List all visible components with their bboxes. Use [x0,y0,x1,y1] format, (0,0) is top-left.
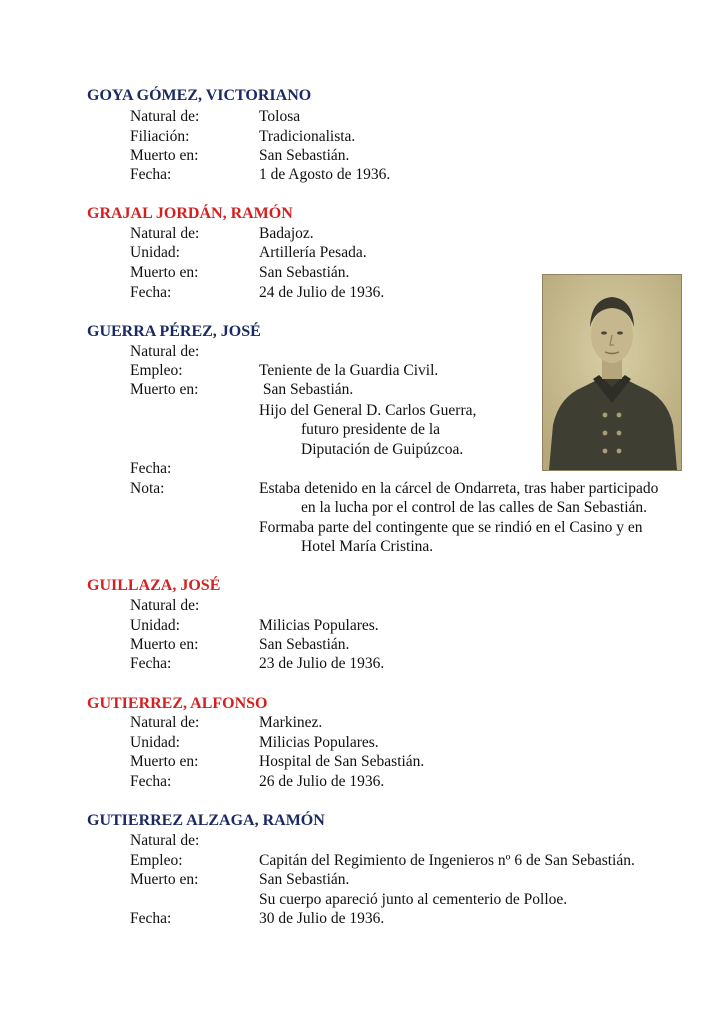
entry-name: GUERRA PÉREZ, JOSÉ [87,323,261,340]
entry-row [0,342,724,361]
row-value: en la lucha por el control de las calles de San Sebastián. [301,499,648,516]
row-value: San Sebastián. [259,147,350,164]
entry-row [0,224,724,243]
entry-name: GRAJAL JORDÁN, RAMÓN [87,205,293,222]
row-value: Tolosa [259,108,301,125]
entry-row [0,420,724,439]
row-value: 23 de Julio de 1936. [259,655,385,672]
row-label: Unidad: [130,617,180,634]
entry-row [0,440,724,459]
row-value: Formaba parte del contingente que se rindió en el Casino y en [259,519,643,536]
entry-row [0,165,724,184]
row-label: Muerto en: [130,871,199,888]
row-value: Su cuerpo apareció junto al cementerio de Polloe. [259,891,568,908]
entry-row [0,713,724,732]
row-label: Natural de: [130,597,200,614]
row-label: Empleo: [130,852,183,869]
row-label: Fecha: [130,284,172,301]
entry-name: GUTIERREZ ALZAGA, RAMÓN [87,812,325,829]
row-value: 26 de Julio de 1936. [259,773,385,790]
entry-row [0,479,724,498]
entry-name: GUILLAZA, JOSÉ [87,577,221,594]
entry-name: GOYA GÓMEZ, VICTORIANO [87,87,312,104]
row-label: Natural de: [130,714,200,731]
entry-row [0,518,724,537]
row-value: Markinez. [259,714,323,731]
entry-row [0,870,724,889]
entry-row [0,635,724,654]
row-label: Natural de: [130,225,200,242]
row-value: Capitán del Regimiento de Ingenieros nº 6 de San Sebastián. [259,852,635,869]
row-label: Muerto en: [130,381,199,398]
entry-row [0,654,724,673]
row-value: San Sebastián. [259,636,350,653]
row-label: Natural de: [130,108,200,125]
entry-row [0,772,724,791]
row-label: Muerto en: [130,264,199,281]
row-value: Hospital de San Sebastián. [259,753,425,770]
entry-row [0,380,724,399]
row-value: Hijo del General D. Carlos Guerra, [259,402,477,419]
entry-row [0,401,724,420]
entry-row [0,616,724,635]
row-value: Badajoz. [259,225,314,242]
row-label: Nota: [130,480,165,497]
entry-row [0,243,724,262]
entry-row [0,459,724,478]
row-label: Unidad: [130,244,180,261]
row-label: Fecha: [130,655,172,672]
row-value: Tradicionalista. [259,128,356,145]
row-value: Milicias Populares. [259,617,379,634]
row-value: San Sebastián. [259,871,350,888]
row-value: Hotel María Cristina. [301,538,434,555]
entry-row [0,733,724,752]
row-value: Teniente de la Guardia Civil. [259,362,439,379]
row-label: Fecha: [130,773,172,790]
row-value: San Sebastián. [259,264,350,281]
row-value: 1 de Agosto de 1936. [259,166,391,183]
entry-row [0,146,724,165]
row-label: Filiación: [130,128,190,145]
entry-row [0,831,724,850]
row-value: Diputación de Guipúzcoa. [301,441,464,458]
row-label: Fecha: [130,910,172,927]
entry-row [0,909,724,928]
row-value: 24 de Julio de 1936. [259,284,385,301]
row-value: 30 de Julio de 1936. [259,910,385,927]
row-value: futuro presidente de la [301,421,441,438]
entry-row [0,127,724,146]
row-label: Natural de: [130,343,200,360]
entry-row [0,890,724,909]
row-label: Fecha: [130,166,172,183]
entry-row [0,107,724,126]
row-value: Artillería Pesada. [259,244,367,261]
entry-row [0,752,724,771]
entry-row [0,498,724,517]
row-label: Empleo: [130,362,183,379]
row-label: Muerto en: [130,636,199,653]
entry-name: GUTIERREZ, ALFONSO [87,695,268,712]
row-value: San Sebastián. [259,381,354,398]
entry-row [0,537,724,556]
entry-row [0,596,724,615]
row-label: Muerto en: [130,147,199,164]
row-value: Estaba detenido en la cárcel de Ondarreta, tras haber participado [259,480,659,497]
row-value: Milicias Populares. [259,734,379,751]
row-label: Fecha: [130,460,172,477]
entry-row [0,361,724,380]
row-label: Unidad: [130,734,180,751]
row-label: Natural de: [130,832,200,849]
row-label: Muerto en: [130,753,199,770]
entry-row [0,851,724,870]
